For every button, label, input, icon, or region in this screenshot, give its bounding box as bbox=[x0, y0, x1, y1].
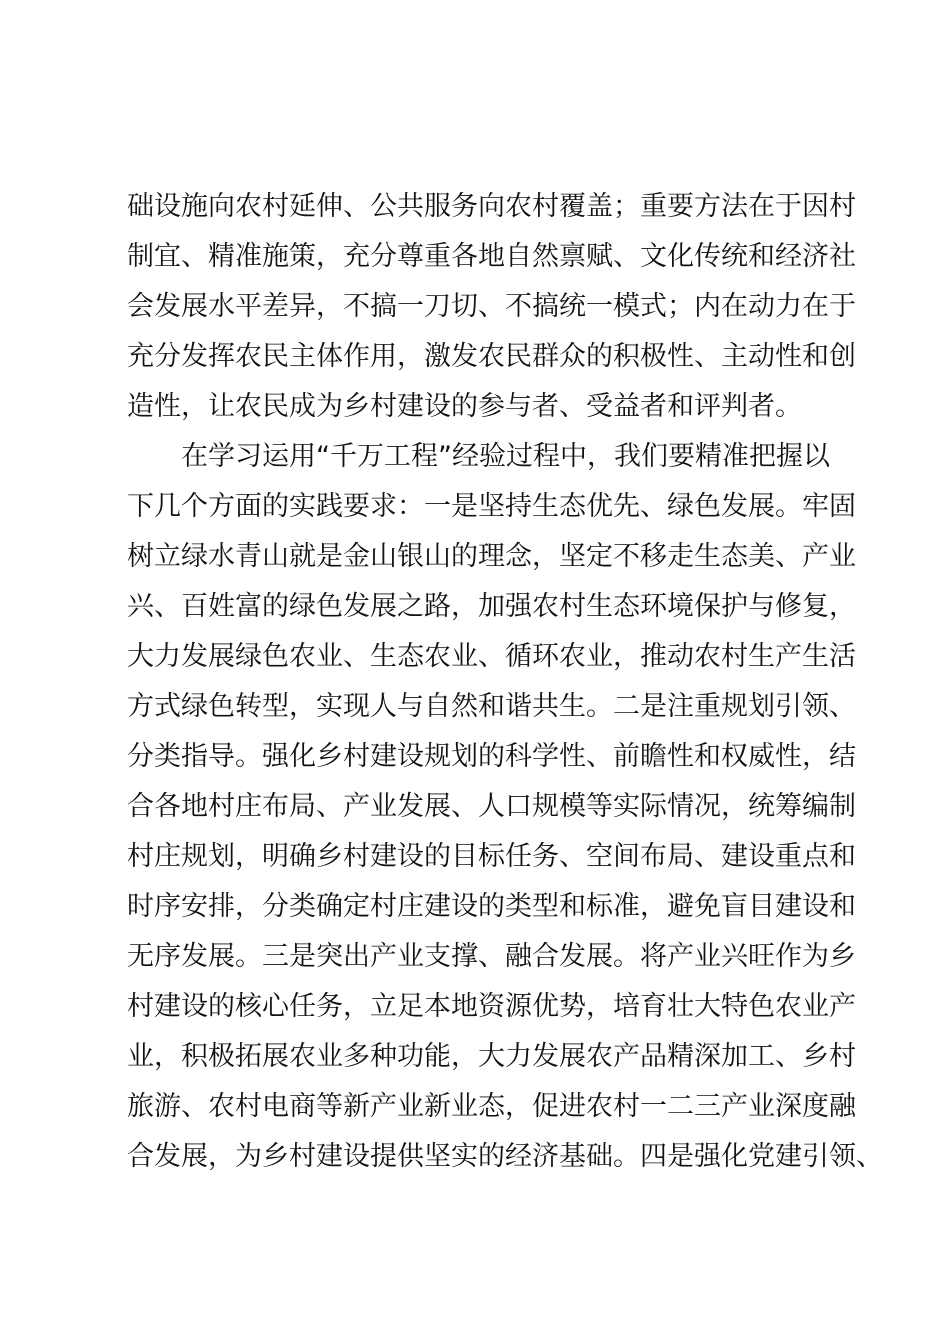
text-line: 兴、百姓富的绿色发展之路，加强农村生态环境保护与修复， bbox=[127, 591, 856, 622]
text-line: 村庄规划，明确乡村建设的目标任务、空间布局、建设重点和 bbox=[127, 841, 856, 872]
text-line: 大力发展绿色农业、生态农业、循环农业，推动农村生产生活 bbox=[127, 641, 856, 672]
text-line: 分类指导。强化乡村建设规划的科学性、前瞻性和权威性，结 bbox=[127, 741, 856, 772]
text-line: 础设施向农村延伸、公共服务向农村覆盖；重要方法在于因村 bbox=[127, 191, 856, 222]
text-line: 旅游、农村电商等新产业新业态，促进农村一二三产业深度融 bbox=[127, 1091, 856, 1122]
text-line: 树立绿水青山就是金山银山的理念，坚定不移走生态美、产业 bbox=[127, 541, 856, 572]
text-line: 时序安排，分类确定村庄建设的类型和标准，避免盲目建设和 bbox=[127, 891, 856, 922]
text-line: 村建设的核心任务，立足本地资源优势，培育壮大特色农业产 bbox=[127, 991, 856, 1022]
text-line: 无序发展。三是突出产业支撑、融合发展。将产业兴旺作为乡 bbox=[127, 941, 856, 972]
text-line: 在学习运用“千万工程”经验过程中，我们要精准把握以 bbox=[181, 441, 830, 472]
text-line: 会发展水平差异，不搞一刀切、不搞统一模式；内在动力在于 bbox=[127, 291, 856, 322]
text-line: 制宜、精准施策，充分尊重各地自然禀赋、文化传统和经济社 bbox=[127, 241, 856, 272]
text-line: 充分发挥农民主体作用，激发农民群众的积极性、主动性和创 bbox=[127, 341, 856, 372]
text-line: 合发展，为乡村建设提供坚实的经济基础。四是强化党建引领、 bbox=[127, 1141, 883, 1172]
text-line: 下几个方面的实践要求：一是坚持生态优先、绿色发展。牢固 bbox=[127, 491, 856, 522]
text-line: 造性，让农民成为乡村建设的参与者、受益者和评判者。 bbox=[127, 391, 802, 422]
body-text bbox=[127, 182, 883, 1182]
text-line: 业，积极拓展农业多种功能，大力发展农产品精深加工、乡村 bbox=[127, 1041, 856, 1072]
text-line: 方式绿色转型，实现人与自然和谐共生。二是注重规划引领、 bbox=[127, 691, 856, 722]
text-line: 合各地村庄布局、产业发展、人口规模等实际情况，统筹编制 bbox=[127, 791, 856, 822]
